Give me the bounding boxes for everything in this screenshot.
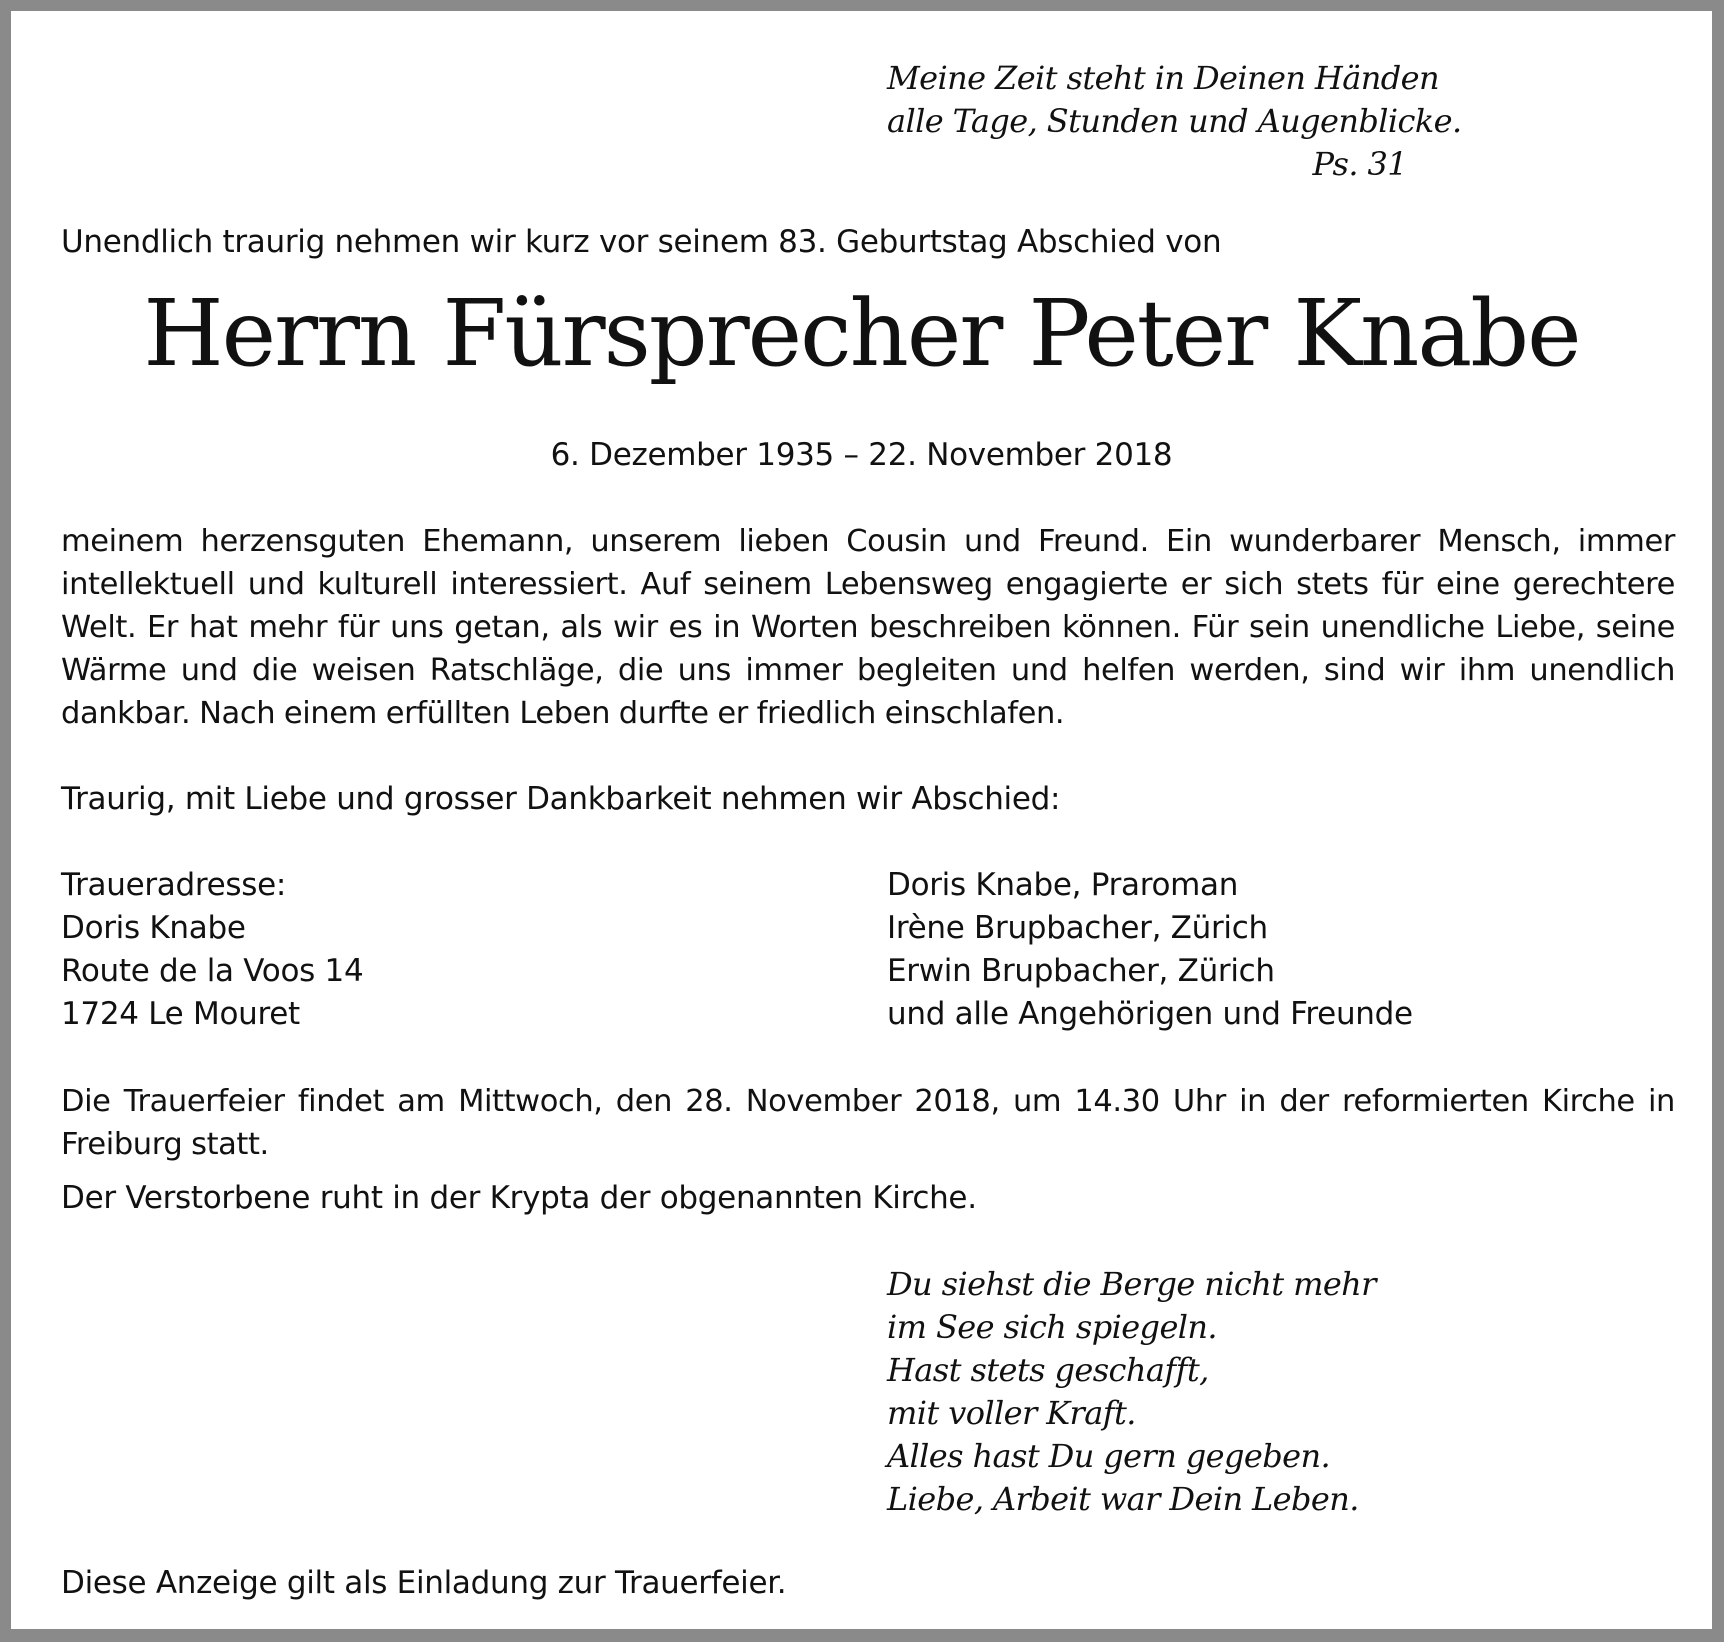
invitation-note: Diese Anzeige gilt als Einladung zur Trauerfeier.	[61, 1565, 787, 1601]
poem-line-2: im See sich spiegeln.	[887, 1308, 1217, 1346]
address-name: Doris Knabe	[61, 910, 246, 946]
poem-line-4: mit voller Kraft.	[887, 1394, 1136, 1432]
mourner-1: Doris Knabe, Praroman	[887, 867, 1239, 903]
motto-reference: Ps. 31	[1312, 145, 1407, 183]
address-city: 1724 Le Mouret	[61, 996, 300, 1032]
intro-text: Unendlich traurig nehmen wir kurz vor seinem 83. Geburtstag Abschied von	[61, 224, 1222, 260]
resting-place-text: Der Verstorbene ruht in der Krypta der obgenannten Kirche.	[61, 1180, 977, 1216]
poem-line-3: Hast stets geschafft,	[887, 1351, 1209, 1389]
mourner-3: Erwin Brupbacher, Zürich	[887, 953, 1275, 989]
poem-line-6: Liebe, Arbeit war Dein Leben.	[887, 1480, 1359, 1518]
obituary-notice	[11, 11, 1712, 1629]
mourners-list	[887, 864, 1413, 1036]
mourning-address	[61, 864, 363, 1036]
poem-line-1: Du siehst die Berge nicht mehr	[887, 1265, 1376, 1303]
tribute-paragraph: meinem herzensguten Ehemann, unserem lieben Cousin und Freund. Ein wunderbarer Mensch, immer intellektuell und kulturell interessiert. Auf seinem Lebensweg engagierte er sich stets für eine gerechtere Welt. Er hat mehr für uns getan, als wir es in Worten beschreiben können. Für sein unendliche Liebe, seine Wärme und die weisen Ratschläge, die uns immer begleiten und helfen werden, sind wir ihm unendlich dankbar. Nach einem erfüllten Leben durfte er friedlich einschlafen.	[61, 524, 1675, 731]
closing-poem	[887, 1263, 1376, 1521]
service-paragraph: Die Trauerfeier findet am Mittwoch, den 28. November 2018, um 14.30 Uhr in der reformierten Kirche in Freiburg statt.	[61, 1084, 1675, 1162]
mourner-4: und alle Angehörigen und Freunde	[887, 996, 1413, 1032]
motto-quote	[887, 57, 1462, 186]
motto-line-2: alle Tage, Stunden und Augenblicke.	[887, 102, 1462, 140]
address-label: Traueradresse:	[61, 867, 287, 903]
motto-line-1: Meine Zeit steht in Deinen Händen	[887, 59, 1439, 97]
poem-line-5: Alles hast Du gern gegeben.	[887, 1437, 1331, 1475]
deceased-name: Herrn Fürsprecher Peter Knabe	[143, 280, 1580, 387]
farewell-text: Traurig, mit Liebe und grosser Dankbarkeit nehmen wir Abschied:	[61, 781, 1061, 817]
address-street: Route de la Voos 14	[61, 953, 364, 989]
life-dates: 6. Dezember 1935 – 22. November 2018	[550, 437, 1173, 473]
mourner-2: Irène Brupbacher, Zürich	[887, 910, 1268, 946]
